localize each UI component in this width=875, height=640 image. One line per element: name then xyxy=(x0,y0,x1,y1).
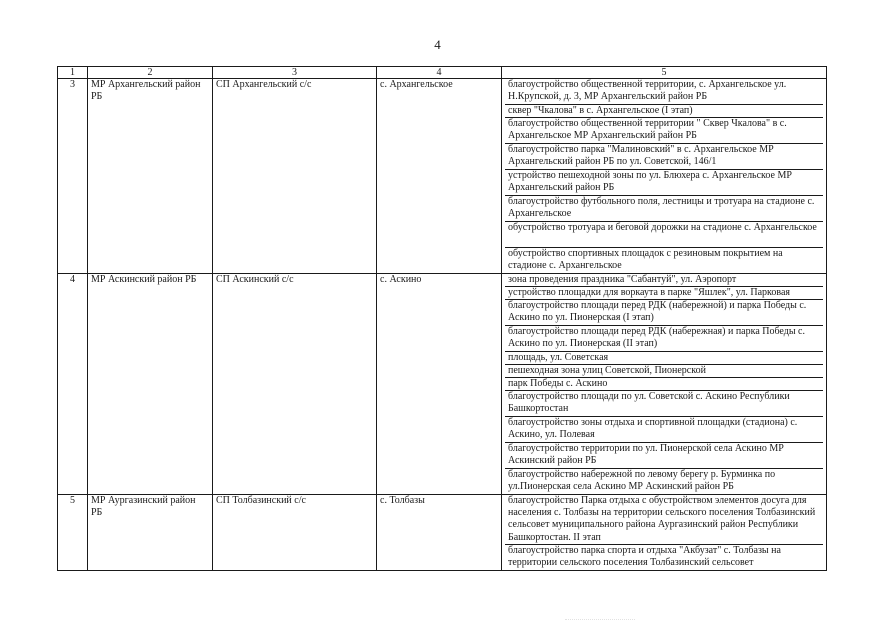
scan-artifact xyxy=(565,619,635,626)
list-item: благоустройство площади перед РДК (набережной) и парка Победы с. Аскино по ул. Пионерская (I этап) xyxy=(505,300,823,326)
items-cell xyxy=(502,274,827,495)
list-item: благоустройство парка спорта и отдыха "Акбузат" с. Толбазы на территории сельского поселения Толбазинский сельсовет xyxy=(508,545,781,569)
list-item: устройство площадки для воркаута в парке "Яшлек", ул. Парковая xyxy=(505,287,823,300)
column-header: 1 xyxy=(58,67,88,79)
table-header-row xyxy=(58,67,827,79)
list-item: зона проведения праздника "Сабантуй", ул. Аэропорт xyxy=(505,274,823,287)
list-item: благоустройство площади по ул. Советской с. Аскино Республики Башкортостан xyxy=(505,391,823,417)
list-item: сквер "Чкалова" в с. Архангельское (I этап) xyxy=(505,105,823,118)
locality-cell: с. Аскино xyxy=(377,274,502,495)
locality-cell: с. Толбазы xyxy=(377,495,502,571)
page-number: 4 xyxy=(434,37,441,52)
table-row xyxy=(58,274,827,495)
list-item: благоустройство Парка отдыха с обустройством элементов досуга для населения с. Толбазы на территории сельского поселения Толбазинский сельсовет муниципального района Аургазинский район Республики Башкортостан. II этап xyxy=(505,495,823,545)
row-number: 4 xyxy=(58,274,88,495)
column-header: 2 xyxy=(88,67,213,79)
items-cell xyxy=(502,495,827,571)
list-item: обустройство спортивных площадок с резиновым покрытием на стадионе с. Архангельское xyxy=(508,248,783,272)
list-item: благоустройство общественной территории, с. Архангельское ул. Н.Крупской, д. 3, МР Архангельский район РБ xyxy=(505,79,823,105)
list-item: пешеходная зона улиц Советской, Пионерской xyxy=(505,365,823,378)
items-cell xyxy=(502,79,827,274)
district-cell: МР Аургазинский район РБ xyxy=(88,495,213,571)
list-item: благоустройство набережной по левому берегу р. Бурминка по ул.Пионерская села Аскино МР Аскинский район РБ xyxy=(508,469,776,493)
column-header: 4 xyxy=(377,67,502,79)
district-cell: МР Аскинский район РБ xyxy=(88,274,213,495)
list-item: благоустройство парка "Малиновский" в с. Архангельское МР Архангельский район РБ по ул. Советской, 146/1 xyxy=(505,144,823,170)
settlement-cell: СП Аскинский с/с xyxy=(213,274,377,495)
list-item: благоустройство зоны отдыха и спортивной площадки (стадиона) с. Аскино, ул. Полевая xyxy=(505,417,823,443)
list-item: благоустройство площади перед РДК (набережная) и парка Победы с. Аскино по ул. Пионерская (II этап) xyxy=(505,326,823,352)
list-item: парк Победы с. Аскино xyxy=(505,378,823,391)
list-item: площадь, ул. Советская xyxy=(505,352,823,365)
list-item: благоустройство футбольного поля, лестницы и тротуара на стадионе с. Архангельское xyxy=(505,196,823,222)
list-item: обустройство тротуара и беговой дорожки на стадионе с. Архангельское xyxy=(505,222,823,248)
settlement-cell: СП Архангельский с/с xyxy=(213,79,377,274)
list-item: благоустройство территории по ул. Пионерской села Аскино МР Аскинский район РБ xyxy=(505,443,823,469)
settlement-cell: СП Толбазинский с/с xyxy=(213,495,377,571)
column-header: 5 xyxy=(502,67,827,79)
table-row xyxy=(58,79,827,274)
list-item: благоустройство общественной территории " Сквер Чкалова" в с. Архангельское МР Архангельский район РБ xyxy=(505,118,823,144)
district-cell: МР Архангельский район РБ xyxy=(88,79,213,274)
row-number: 3 xyxy=(58,79,88,274)
projects-table xyxy=(57,66,827,571)
locality-cell: с. Архангельское xyxy=(377,79,502,274)
column-header: 3 xyxy=(213,67,377,79)
row-number: 5 xyxy=(58,495,88,571)
list-item: устройство пешеходной зоны по ул. Блюхера с. Архангельское МР Архангельский район РБ xyxy=(505,170,823,196)
table-row xyxy=(58,495,827,571)
